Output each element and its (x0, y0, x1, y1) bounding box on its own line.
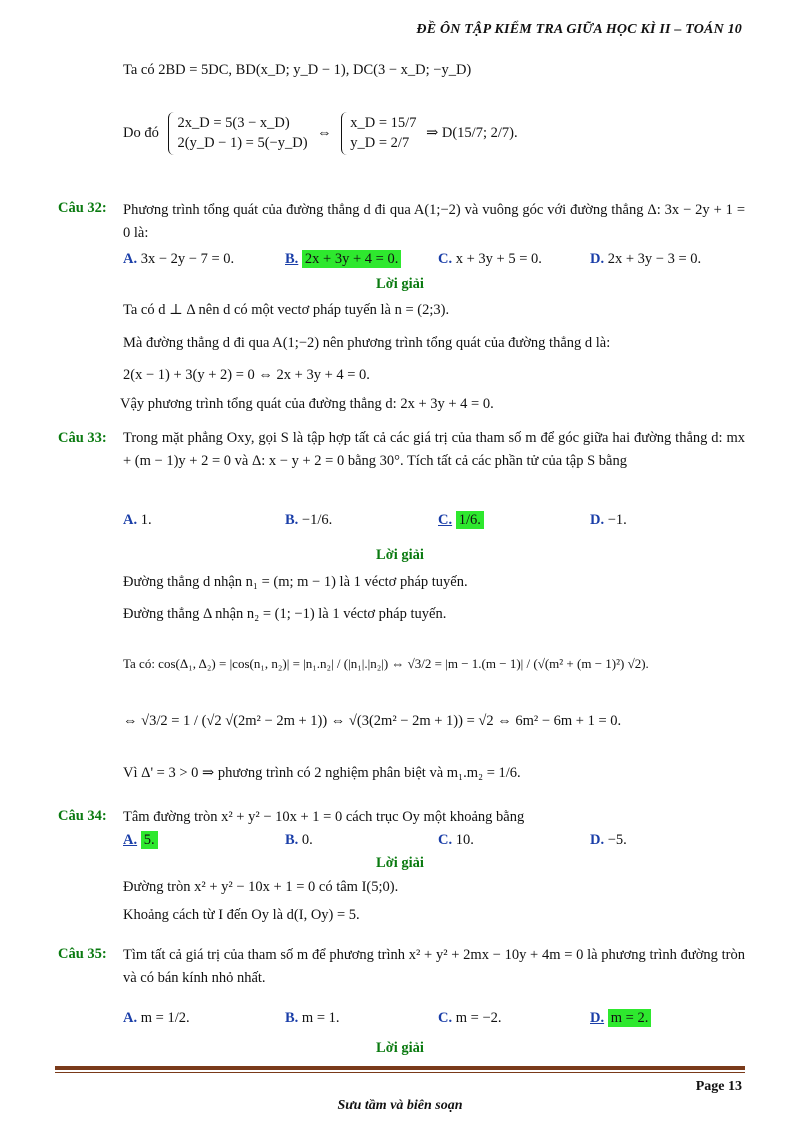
option-a[interactable] (123, 251, 234, 268)
option-letter: B. (285, 251, 299, 267)
q32-solution-line-1: Ta có d ⊥ Δ nên d có một vectơ pháp tuyến là n = (2;3). (123, 302, 450, 318)
question-33-options (123, 512, 745, 534)
option-value: 10. (455, 832, 474, 848)
option-letter: A. (123, 251, 138, 267)
option-letter: A. (123, 512, 138, 528)
footer-rule-thin (55, 1072, 745, 1073)
q34-solution-line-1: Đường tròn x² + y² − 10x + 1 = 0 có tâm I(5;0). (123, 879, 399, 895)
option-b[interactable] (285, 251, 401, 268)
question-32-options (123, 251, 745, 273)
footer-rule-thick (55, 1066, 745, 1070)
option-b[interactable] (285, 1010, 340, 1027)
option-letter: A. (123, 832, 138, 848)
question-34-options (123, 832, 745, 854)
option-a[interactable] (123, 832, 158, 849)
option-value: −5. (607, 832, 627, 848)
question-33-label: Câu 33: (58, 430, 107, 446)
option-letter: D. (590, 512, 605, 528)
option-d[interactable] (590, 832, 627, 849)
option-d[interactable] (590, 251, 701, 268)
question-34-label: Câu 34: (58, 808, 107, 824)
option-value: m = −2. (455, 1010, 502, 1026)
q34-solution-line-2: Khoảng cách từ I đến Oy là d(I, Oy) = 5. (123, 907, 360, 923)
q32-solution-line-3: 2(x − 1) + 3(y + 2) = 0 ⇔ 2x + 3y + 4 = 0. (123, 367, 370, 383)
q33-solution-line-3: Ta có: cos(Δ₁, Δ₂) = |cos(n₁, n₂)| = |n₁.n₂| / (|n₁|.|n₂|) ⇔ √3/2 = |m − 1.(m − 1)| / (√(m² + (m − 1)²) √2). (123, 656, 649, 671)
prev-solution-prefix: Do đó (123, 124, 159, 141)
system-right-eq2: y_D = 2/7 (350, 134, 410, 151)
q33-solution-line-2: Đường thẳng Δ nhận n₂ = (1; −1) là 1 véctơ pháp tuyến. (123, 606, 447, 622)
option-value: 3x − 2y − 7 = 0. (140, 251, 235, 267)
option-letter: C. (438, 832, 453, 848)
question-32-label: Câu 32: (58, 200, 107, 216)
option-value: 0. (301, 832, 313, 848)
question-35-options (123, 1010, 745, 1032)
q33-solution-line-1: Đường thẳng d nhận n₁ = (m; m − 1) là 1 véctơ pháp tuyến. (123, 574, 468, 590)
option-value: 1. (140, 512, 152, 528)
option-letter: C. (438, 512, 453, 528)
system-right (341, 112, 416, 155)
option-value: 2x + 3y − 3 = 0. (607, 251, 702, 267)
option-letter: A. (123, 1010, 138, 1026)
option-value: −1/6. (301, 512, 333, 528)
option-a[interactable] (123, 512, 152, 529)
footer-credit: Sưu tầm và biên soạn (337, 1098, 463, 1113)
prev-solution-result: ⇒ D(15/7; 2/7). (426, 124, 518, 141)
system-left-eq2: 2(y_D − 1) = 5(−y_D) (177, 134, 308, 151)
option-letter: C. (438, 251, 453, 267)
option-letter: B. (285, 512, 299, 528)
option-b[interactable] (285, 832, 313, 849)
q32-solution-line-4: Vậy phương trình tổng quát của đường thẳng d: 2x + 3y + 4 = 0. (120, 396, 494, 412)
option-value: x + 3y + 5 = 0. (455, 251, 542, 267)
prev-solution-line-1: Ta có 2BD = 5DC, BD(x_D; y_D − 1), DC(3 − x_D; −y_D) (123, 62, 472, 78)
page-number: Page 13 (695, 1079, 742, 1094)
question-32-solution-title: Lời giải (376, 276, 424, 292)
option-letter: B. (285, 1010, 299, 1026)
option-b[interactable] (285, 512, 332, 529)
option-d[interactable] (590, 512, 627, 529)
option-value-highlighted: 1/6. (456, 511, 484, 529)
option-c[interactable] (438, 251, 542, 268)
option-value: −1. (607, 512, 627, 528)
question-35-text: Tìm tất cả giá trị của tham số m để phương trình x² + y² + 2mx − 10y + 4m = 0 là phương trình đường tròn và có bán kính nhỏ nhất. (123, 947, 745, 987)
option-c[interactable] (438, 1010, 502, 1027)
option-value-highlighted: 2x + 3y + 4 = 0. (302, 250, 401, 268)
page-header-title: ĐỀ ÔN TẬP KIỂM TRA GIỮA HỌC KÌ II – TOÁN 10 (416, 22, 742, 37)
question-34-text: Tâm đường tròn x² + y² − 10x + 1 = 0 cách trục Oy một khoảng bằng (123, 809, 525, 825)
option-letter: B. (285, 832, 299, 848)
question-33-text: Trong mặt phẳng Oxy, gọi S là tập hợp tất cả các giá trị của tham số m để góc giữa hai đường thẳng d: mx + (m − 1)y + 2 = 0 và Δ: x − y + 2 = 0 bằng 30°. Tích tất cả các phần tử của tập S bằng (123, 430, 745, 470)
q33-solution-line-5: Vì Δ' = 3 > 0 ⇒ phương trình có 2 nghiệm phân biệt và m₁.m₂ = 1/6. (123, 765, 521, 781)
option-letter: C. (438, 1010, 453, 1026)
option-letter: D. (590, 832, 605, 848)
q33-solution-line-4: ⇔ √3/2 = 1 / (√2 √(2m² − 2m + 1)) ⇔ √(3(2m² − 2m + 1)) = √2 ⇔ 6m² − 6m + 1 = 0. (123, 713, 622, 729)
option-a[interactable] (123, 1010, 190, 1027)
q32-solution-line-2: Mà đường thẳng d đi qua A(1;−2) nên phương trình tổng quát của đường thẳng d là: (123, 335, 611, 351)
option-letter: D. (590, 1010, 605, 1026)
option-d[interactable] (590, 1010, 651, 1027)
option-value: m = 1/2. (140, 1010, 190, 1026)
question-32-text: Phương trình tổng quát của đường thẳng d đi qua A(1;−2) và vuông góc với đường thẳng Δ: 3x − 2y + 1 = 0 là: (123, 202, 745, 242)
system-right-eq1: x_D = 15/7 (350, 115, 417, 131)
option-value-highlighted: m = 2. (608, 1009, 652, 1027)
question-34-solution-title: Lời giải (376, 855, 424, 871)
system-left (168, 112, 307, 155)
option-c[interactable] (438, 832, 474, 849)
option-value: m = 1. (301, 1010, 340, 1026)
option-letter: D. (590, 251, 605, 267)
question-33-solution-title: Lời giải (376, 547, 424, 563)
question-35-label: Câu 35: (58, 946, 107, 962)
option-value-highlighted: 5. (141, 831, 158, 849)
prev-solution-system: Do đó 2x_D = 5(3 − x_D) 2(y_D − 1) = 5(−y_D) ⇔ x_D = 15/7 y_D = 2/7 ⇒ D(15/7; 2/7). (123, 112, 745, 155)
option-c[interactable] (438, 512, 484, 529)
question-35-solution-title: Lời giải (376, 1040, 424, 1056)
system-left-eq1: 2x_D = 5(3 − x_D) (177, 115, 290, 131)
